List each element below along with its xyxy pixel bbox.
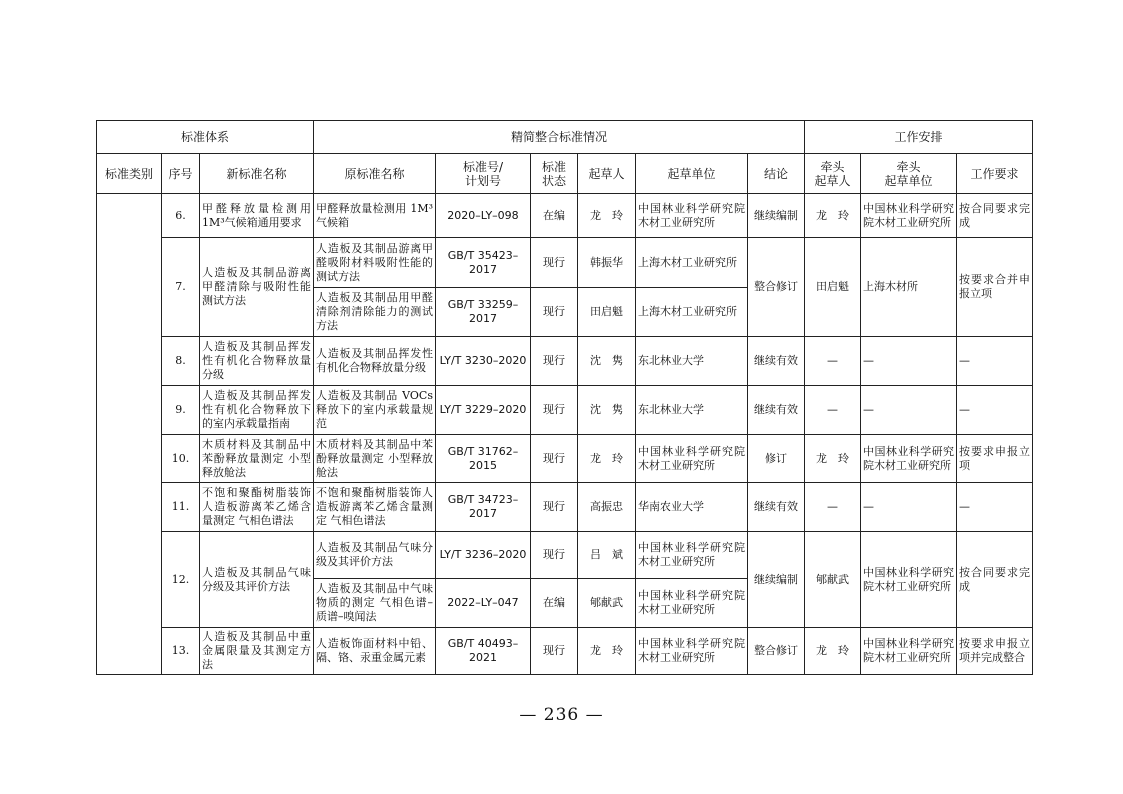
column-header-row: [97, 154, 1033, 194]
drafting-unit: 华南农业大学: [636, 483, 748, 532]
col-std-number-line1: 标准号/: [462, 159, 504, 174]
new-standard-name: 人造板及其制品游离甲醛清除与吸附性能测试方法: [200, 238, 314, 337]
old-standard-name: 人造板及其制品游离甲醛吸附材料吸附性能的测试方法: [314, 238, 436, 288]
work-requirement: 按合同要求完成: [957, 194, 1033, 238]
row-number: 13.: [162, 628, 200, 675]
col-requirement: 工作要求: [957, 154, 1033, 194]
col-category: 标准类别: [97, 154, 162, 194]
new-standard-name: 人造板及其制品气味分级及其评价方法: [200, 532, 314, 628]
standard-status: 现行: [531, 288, 578, 337]
standards-table: [96, 120, 1033, 675]
conclusion: 整合修订: [748, 628, 805, 675]
standard-status: 现行: [531, 337, 578, 386]
old-standard-name: 人造板及其制品气味分级及其评价方法: [314, 532, 436, 579]
new-standard-name: 木质材料及其制品中苯酚释放量测定 小型释放舱法: [200, 435, 314, 483]
col-old-name: 原标准名称: [314, 154, 436, 194]
drafter: 龙 玲: [578, 194, 636, 238]
drafter: 田启魁: [578, 288, 636, 337]
standard-number: GB/T 31762–2015: [436, 435, 531, 483]
col-leadunit-line2: 起草单位: [884, 173, 933, 188]
lead-drafter: 郇献武: [805, 532, 861, 628]
old-standard-name: 木质材料及其制品中苯酚释放量测定 小型释放舱法: [314, 435, 436, 483]
old-standard-name: 甲醛释放量检测用 1M³气候箱: [314, 194, 436, 238]
standard-number: GB/T 35423–2017: [436, 238, 531, 288]
standard-number: GB/T 33259–2017: [436, 288, 531, 337]
table-row: [97, 194, 1033, 238]
standard-number: 2022–LY–047: [436, 579, 531, 628]
drafting-unit: 上海木材工业研究所: [636, 288, 748, 337]
lead-drafter: 龙 玲: [805, 194, 861, 238]
lead-drafter: —: [805, 483, 861, 532]
standard-number: GB/T 34723–2017: [436, 483, 531, 532]
work-requirement: 按合同要求完成: [957, 532, 1033, 628]
drafting-unit: 中国林业科学研究院木材工业研究所: [636, 532, 748, 579]
drafter: 沈 隽: [578, 337, 636, 386]
drafter: 高振忠: [578, 483, 636, 532]
new-standard-name: 人造板及其制品挥发性有机化合物释放量分级: [200, 337, 314, 386]
standard-number: LY/T 3230–2020: [436, 337, 531, 386]
standard-status: 在编: [531, 194, 578, 238]
standard-number: LY/T 3229–2020: [436, 386, 531, 435]
new-standard-name: 甲醛释放量检测用1M³气候箱通用要求: [200, 194, 314, 238]
standard-status: 现行: [531, 386, 578, 435]
standard-number: GB/T 40493–2021: [436, 628, 531, 675]
col-std-number: [436, 154, 531, 194]
conclusion: 继续有效: [748, 386, 805, 435]
drafting-unit: 东北林业大学: [636, 386, 748, 435]
table-row: [97, 386, 1033, 435]
row-number: 12.: [162, 532, 200, 628]
old-standard-name: 人造板及其制品中气味物质的测定 气相色谱–质谱–嗅闻法: [314, 579, 436, 628]
work-requirement: 按要求申报立项并完成整合: [957, 628, 1033, 675]
col-status: [531, 154, 578, 194]
lead-drafting-unit: 中国林业科学研究院木材工业研究所: [861, 532, 957, 628]
standard-status: 现行: [531, 238, 578, 288]
new-standard-name: 人造板及其制品挥发性有机化合物释放下的室内承载量指南: [200, 386, 314, 435]
lead-drafter: —: [805, 386, 861, 435]
col-status-line2: 状态: [541, 173, 566, 188]
row-number: 9.: [162, 386, 200, 435]
col-drafter: 起草人: [578, 154, 636, 194]
table-row: [97, 483, 1033, 532]
table-row: [97, 628, 1033, 675]
category-cell: [97, 194, 162, 675]
drafting-unit: 东北林业大学: [636, 337, 748, 386]
standard-number: LY/T 3236–2020: [436, 532, 531, 579]
new-standard-name: 人造板及其制品中重金属限量及其测定方法: [200, 628, 314, 675]
col-status-line1: 标准: [541, 159, 566, 174]
lead-drafting-unit: —: [861, 386, 957, 435]
work-requirement: 按要求合并申报立项: [957, 238, 1033, 337]
old-standard-name: 人造板饰面材料中铅、隔、铬、汞重金属元素: [314, 628, 436, 675]
table-body: [97, 194, 1033, 675]
old-standard-name: 不饱和聚酯树脂装饰人造板游离苯乙烯含量测定 气相色谱法: [314, 483, 436, 532]
drafting-unit: 中国林业科学研究院木材工业研究所: [636, 435, 748, 483]
work-requirement: —: [957, 483, 1033, 532]
col-conclusion: 结论: [748, 154, 805, 194]
col-lead-line2: 起草人: [814, 173, 851, 188]
col-lead-line1: 牵头: [820, 159, 845, 174]
row-number: 10.: [162, 435, 200, 483]
drafting-unit: 中国林业科学研究院木材工业研究所: [636, 194, 748, 238]
old-standard-name: 人造板及其制品 VOCs释放下的室内承载量规范: [314, 386, 436, 435]
work-requirement: —: [957, 386, 1033, 435]
standard-status: 在编: [531, 579, 578, 628]
standard-number: 2020–LY–098: [436, 194, 531, 238]
col-lead-unit: [861, 154, 957, 194]
col-leadunit-line1: 牵头: [896, 159, 921, 174]
standard-status: 现行: [531, 435, 578, 483]
standard-status: 现行: [531, 532, 578, 579]
drafter: 龙 玲: [578, 628, 636, 675]
group-work-plan: 工作安排: [805, 121, 1033, 154]
conclusion: 继续有效: [748, 483, 805, 532]
row-number: 7.: [162, 238, 200, 337]
col-new-name: 新标准名称: [200, 154, 314, 194]
conclusion: 继续编制: [748, 194, 805, 238]
drafting-unit: 上海木材工业研究所: [636, 238, 748, 288]
conclusion: 修订: [748, 435, 805, 483]
lead-drafter: 龙 玲: [805, 435, 861, 483]
lead-drafting-unit: 中国林业科学研究院木材工业研究所: [861, 194, 957, 238]
work-requirement: 按要求申报立项: [957, 435, 1033, 483]
table-row: [97, 238, 1033, 288]
group-consolidation-status: 精简整合标准情况: [314, 121, 805, 154]
table-row: [97, 337, 1033, 386]
conclusion: 继续编制: [748, 532, 805, 628]
work-requirement: —: [957, 337, 1033, 386]
col-std-number-line2: 计划号: [464, 173, 501, 188]
conclusion: 继续有效: [748, 337, 805, 386]
table-row: [97, 532, 1033, 579]
standard-status: 现行: [531, 483, 578, 532]
conclusion: 整合修订: [748, 238, 805, 337]
drafter: 郇献武: [578, 579, 636, 628]
col-number: 序号: [162, 154, 200, 194]
row-number: 6.: [162, 194, 200, 238]
lead-drafting-unit: 中国林业科学研究院木材工业研究所: [861, 628, 957, 675]
col-lead-drafter: [805, 154, 861, 194]
lead-drafting-unit: 中国林业科学研究院木材工业研究所: [861, 435, 957, 483]
lead-drafter: 龙 玲: [805, 628, 861, 675]
drafting-unit: 中国林业科学研究院木材工业研究所: [636, 579, 748, 628]
row-number: 8.: [162, 337, 200, 386]
lead-drafter: —: [805, 337, 861, 386]
table-row: [97, 435, 1033, 483]
drafter: 龙 玲: [578, 435, 636, 483]
old-standard-name: 人造板及其制品挥发性有机化合物释放量分级: [314, 337, 436, 386]
lead-drafter: 田启魁: [805, 238, 861, 337]
drafting-unit: 中国林业科学研究院木材工业研究所: [636, 628, 748, 675]
group-header-row: [97, 121, 1033, 154]
col-drafting-unit: 起草单位: [636, 154, 748, 194]
row-number: 11.: [162, 483, 200, 532]
new-standard-name: 不饱和聚酯树脂装饰人造板游离苯乙烯含量测定 气相色谱法: [200, 483, 314, 532]
drafter: 沈 隽: [578, 386, 636, 435]
lead-drafting-unit: —: [861, 483, 957, 532]
drafter: 韩振华: [578, 238, 636, 288]
old-standard-name: 人造板及其制品用甲醛清除剂清除能力的测试方法: [314, 288, 436, 337]
lead-drafting-unit: 上海木材所: [861, 238, 957, 337]
lead-drafting-unit: —: [861, 337, 957, 386]
standard-status: 现行: [531, 628, 578, 675]
page-number: — 236 —: [519, 705, 604, 725]
group-standard-system: 标准体系: [97, 121, 314, 154]
drafter: 吕 斌: [578, 532, 636, 579]
